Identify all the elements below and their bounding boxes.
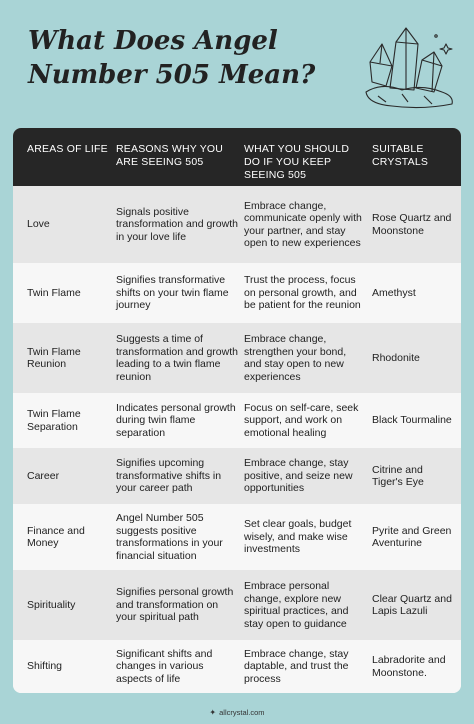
table-row xyxy=(13,570,461,640)
action-cell: Embrace change, communicate openly with your partner, and stay open to new experiences xyxy=(244,199,362,249)
table-row xyxy=(13,640,461,693)
table-body xyxy=(13,186,461,693)
crystal-cell: Black Tourmaline xyxy=(372,414,452,427)
action-cell: Embrace personal change, explore new spiritual practices, and stay open to guidance xyxy=(244,580,349,630)
reason-cell: Signifies upcoming transformative shifts in your career path xyxy=(116,457,222,495)
header xyxy=(0,0,474,128)
area-cell: Love xyxy=(27,218,50,231)
footer xyxy=(0,700,474,724)
column-header-reasons: REASONS WHY YOU ARE SEEING 505 xyxy=(116,143,224,168)
crystal-cell: Rhodonite xyxy=(372,351,420,364)
action-cell: Embrace change, stay positive, and seize new opportunities xyxy=(244,457,353,495)
crystal-cell: Rose Quartz and Moonstone xyxy=(372,212,452,237)
action-cell: Embrace change, stay daptable, and trust the process xyxy=(244,647,349,685)
reason-cell: Angel Number 505 suggests positive transformations in your financial situation xyxy=(116,512,223,562)
reason-cell: Indicates personal growth during twin flame separation xyxy=(116,401,236,439)
reason-cell: Suggests a time of transformation and growth leading to a twin flame reunion xyxy=(116,333,238,383)
table-row xyxy=(13,323,461,393)
angel-number-table xyxy=(13,128,461,693)
sparkle-icon: ✦ xyxy=(209,707,217,717)
area-cell: Twin Flame Separation xyxy=(27,408,81,433)
column-header-what-to-do: WHAT YOU SHOULD DO IF YOU KEEP SEEING 505 xyxy=(244,143,350,181)
action-cell: Focus on self-care, seek support, and work on emotional healing xyxy=(244,401,359,439)
footer-site-link[interactable]: allcrystal.com xyxy=(219,707,265,717)
crystal-cluster-icon xyxy=(362,22,458,110)
reason-cell: Signifies personal growth and transformation on your spiritual path xyxy=(116,586,234,624)
area-cell: Finance and Money xyxy=(27,524,85,549)
action-cell: Embrace change, strengthen your bond, and stay open to new experiences xyxy=(244,333,347,383)
area-cell: Twin Flame Reunion xyxy=(27,345,81,370)
table-header-row xyxy=(13,128,461,186)
area-cell: Shifting xyxy=(27,660,63,673)
crystal-cell: Amethyst xyxy=(372,286,416,299)
action-cell: Set clear goals, budget wisely, and make wise investments xyxy=(244,518,352,556)
table-row xyxy=(13,504,461,570)
table-row xyxy=(13,263,461,323)
crystal-cell: Clear Quartz and Lapis Lazuli xyxy=(372,592,452,617)
crystal-cell: Pyrite and Green Aventurine xyxy=(372,524,452,549)
crystal-cell: Citrine and Tiger's Eye xyxy=(372,463,424,488)
table-row xyxy=(13,186,461,263)
crystal-cell: Labradorite and Moonstone. xyxy=(372,654,446,679)
area-cell: Twin Flame xyxy=(27,286,81,299)
column-header-areas: AREAS OF LIFE xyxy=(27,143,108,155)
page-title: What Does Angel Number 505 Mean? xyxy=(28,26,316,90)
reason-cell: Signifies transformative shifts on your twin flame journey xyxy=(116,274,229,312)
reason-cell: Signals positive transformation and growth in your love life xyxy=(116,205,238,243)
area-cell: Career xyxy=(27,469,60,482)
reason-cell: Significant shifts and changes in various aspects of life xyxy=(116,647,213,685)
table-row xyxy=(13,448,461,504)
area-cell: Spirituality xyxy=(27,598,76,611)
column-header-crystals: SUITABLE CRYSTALS xyxy=(372,143,429,168)
action-cell: Trust the process, focus on personal growth, and be patient for the reunion xyxy=(244,274,361,312)
table-row xyxy=(13,393,461,448)
